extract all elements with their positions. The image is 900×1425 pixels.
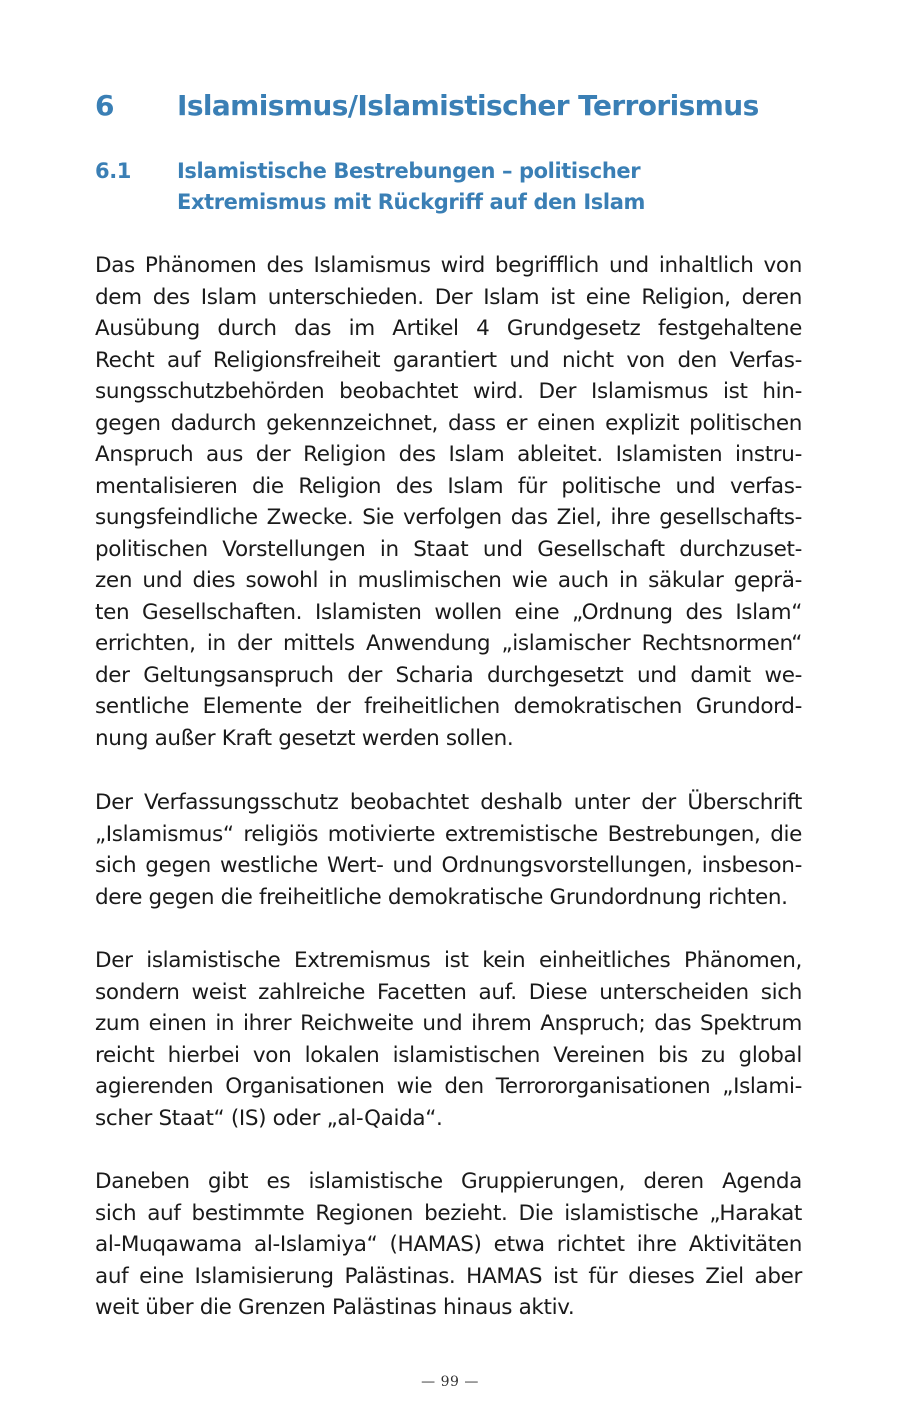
paragraph	[95, 787, 802, 913]
chapter-heading	[95, 86, 759, 126]
paragraph-line: sentliche Elemente der freiheitlichen demokratischen Grundord-	[95, 694, 802, 719]
section-title-line: Islamistische Bestrebungen – politischer	[177, 159, 641, 183]
section-title-line: Extremismus mit Rückgriff auf den Islam	[177, 190, 645, 214]
paragraph	[95, 1166, 802, 1324]
paragraph-line: Der Verfassungsschutz beobachtet deshalb unter der Überschrift	[95, 790, 802, 815]
paragraph-line: nung außer Kraft gesetzt werden sollen.	[95, 725, 514, 751]
paragraph-line: zen und dies sowohl in muslimischen wie auch in säkular geprä-	[95, 568, 802, 593]
paragraph	[95, 250, 802, 754]
paragraph	[95, 945, 802, 1134]
paragraph-line: scher Staat“ (IS) oder „al-Qaida“.	[95, 1105, 443, 1131]
paragraph-line: sungsfeindliche Zwecke. Sie verfolgen das Ziel, ihre gesellschafts-	[95, 505, 802, 530]
paragraph-line: zum einen in ihrer Reichweite und ihrem Anspruch; das Spektrum	[95, 1011, 802, 1036]
section-number: 6.1	[95, 159, 132, 183]
page-number: — 99 —	[421, 1374, 479, 1390]
paragraph-line: „Islamismus“ religiös motivierte extremistische Bestrebungen, die	[95, 821, 802, 847]
paragraph-line: dere gegen die freiheitliche demokratische Grundordnung richten.	[95, 884, 788, 910]
paragraph-line: sich gegen westliche Wert- und Ordnungsvorstellungen, insbeson-	[95, 853, 802, 878]
paragraph-line: mentalisieren die Religion des Islam für politische und verfas-	[95, 473, 802, 499]
paragraph-line: Anspruch aus der Religion des Islam ableitet. Islamisten instru-	[95, 442, 802, 467]
paragraph-line: Das Phänomen des Islamismus wird begrifflich und inhaltlich von	[95, 253, 802, 278]
chapter-number: 6	[95, 89, 114, 122]
paragraph-line: politischen Vorstellungen in Staat und Gesellschaft durchzuset-	[95, 536, 802, 562]
paragraph-line: sungsschutzbehörden beobachtet wird. Der Islamismus ist hin-	[95, 379, 802, 404]
paragraph-line: agierenden Organisationen wie den Terrororganisationen „Islami-	[95, 1074, 802, 1099]
paragraph-line: der Geltungsanspruch der Scharia durchgesetzt und damit we-	[95, 662, 802, 688]
paragraph-line: Der islamistische Extremismus ist kein einheitliches Phänomen,	[95, 948, 802, 973]
chapter-title: Islamismus/Islamistischer Terrorismus	[177, 89, 759, 122]
paragraph-line: Daneben gibt es islamistische Gruppierungen, deren Agenda	[95, 1169, 802, 1194]
section-title	[177, 156, 645, 218]
paragraph-line: sondern weist zahlreiche Facetten auf. Diese unterscheiden sich	[95, 979, 802, 1005]
paragraph-line: ten Gesellschaften. Islamisten wollen eine „Ordnung des Islam“	[95, 599, 802, 625]
paragraph-line: gegen dadurch gekennzeichnet, dass er einen explizit politischen	[95, 410, 802, 436]
paragraph-line: weit über die Grenzen Palästinas hinaus aktiv.	[95, 1295, 575, 1320]
paragraph-line: Recht auf Religionsfreiheit garantiert und nicht von den Verfas-	[95, 347, 802, 373]
section-heading	[95, 156, 645, 218]
paragraph-line: reicht hierbei von lokalen islamistischen Vereinen bis zu global	[95, 1042, 802, 1068]
paragraph-line: errichten, in der mittels Anwendung „islamischer Rechtsnormen“	[95, 631, 802, 656]
paragraph-line: auf eine Islamisierung Palästinas. HAMAS ist für dieses Ziel aber	[95, 1263, 802, 1289]
paragraph-line: sich auf bestimmte Regionen bezieht. Die islamistische „Harakat	[95, 1200, 802, 1226]
paragraph-line: dem des Islam unterschieden. Der Islam ist eine Religion, deren	[95, 284, 802, 310]
paragraph-line: al-Muqawama al-Islamiya“ (HAMAS) etwa richtet ihre Aktivitäten	[95, 1232, 802, 1257]
paragraph-line: Ausübung durch das im Artikel 4 Grundgesetz festgehaltene	[95, 316, 802, 341]
